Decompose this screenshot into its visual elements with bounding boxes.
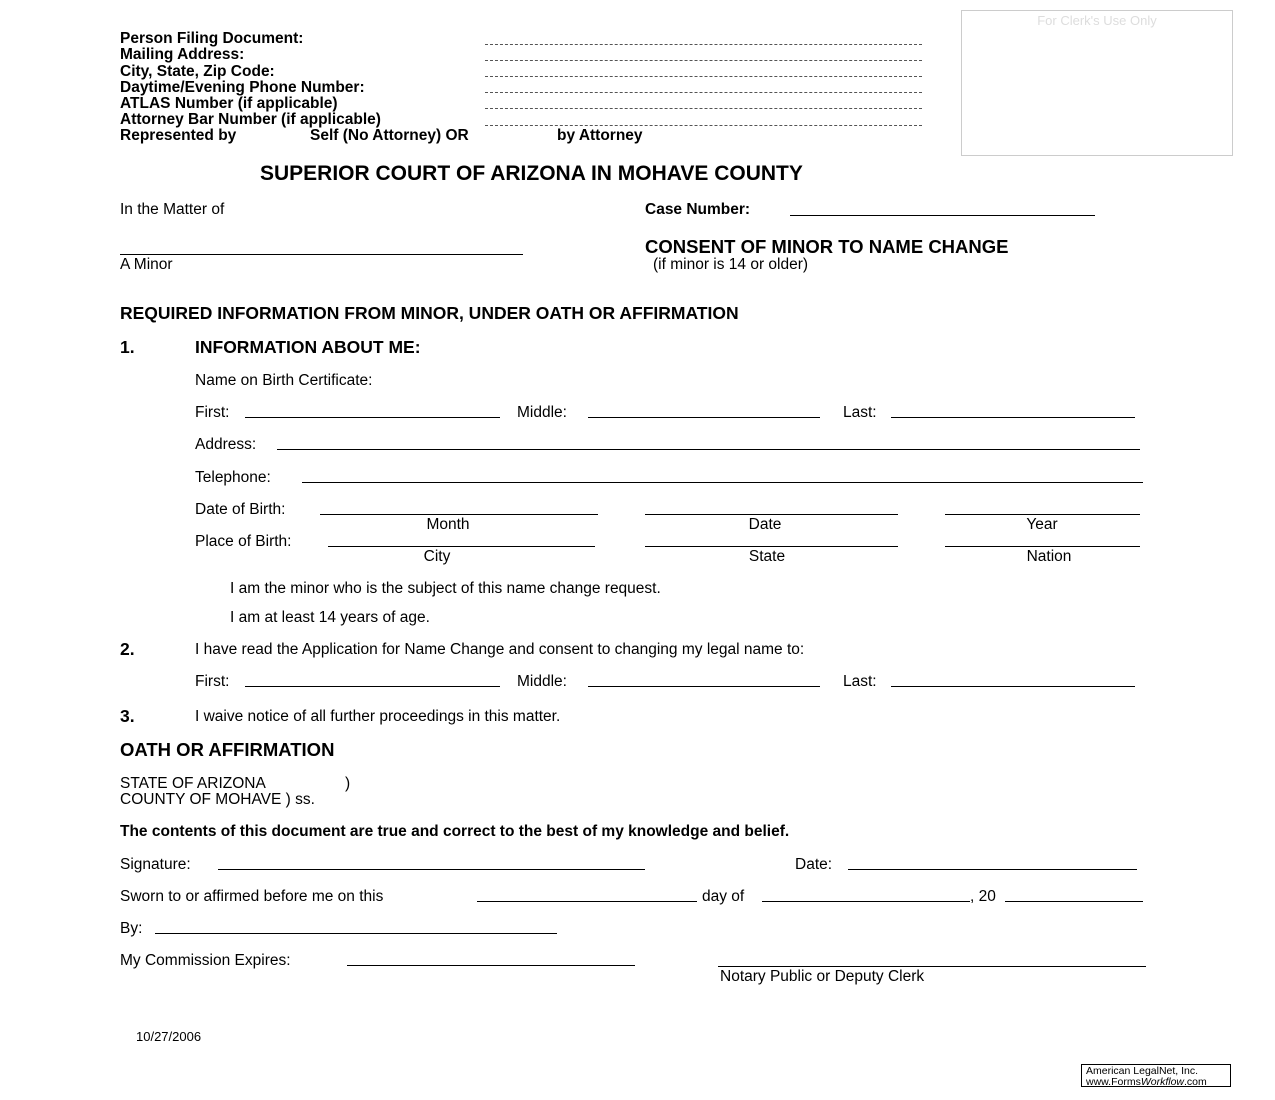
birth-first-label: First: [195, 404, 230, 421]
clerk-use-label: For Clerk's Use Only [1037, 13, 1157, 28]
person-filing-field[interactable] [485, 44, 922, 45]
pob-label: Place of Birth: [195, 533, 292, 550]
phone-label: Daytime/Evening Phone Number: [120, 79, 365, 96]
section-1-heading: INFORMATION ABOUT ME: [195, 337, 421, 357]
pob-city-field[interactable] [328, 546, 595, 547]
dob-date-label: Date [748, 516, 782, 533]
sworn-label: Sworn to or affirmed before me on this [120, 888, 384, 905]
pob-nation-label: Nation [1026, 548, 1072, 565]
statement-subject-minor: I am the minor who is the subject of this name change request. [230, 580, 661, 597]
atlas-field[interactable] [485, 108, 922, 109]
a-minor-label: A Minor [120, 256, 173, 273]
minor-name-field[interactable] [120, 254, 523, 255]
case-number-label: Case Number: [645, 201, 751, 218]
atlas-label: ATLAS Number (if applicable) [120, 95, 338, 112]
commission-label: My Commission Expires: [120, 952, 291, 969]
pob-nation-field[interactable] [945, 546, 1140, 547]
section-3-number: 3. [120, 706, 135, 726]
attorney-option[interactable]: by Attorney [557, 127, 643, 144]
notary-signature-field[interactable] [718, 966, 1146, 967]
address-label: Address: [195, 436, 257, 453]
by-field[interactable] [155, 933, 557, 934]
day-of-label: day of [702, 888, 745, 905]
city-state-zip-label: City, State, Zip Code: [120, 63, 275, 80]
oath-heading: OATH OR AFFIRMATION [120, 739, 335, 760]
name-on-birth-label: Name on Birth Certificate: [195, 372, 373, 389]
section-2-number: 2. [120, 639, 135, 659]
vendor-url-suffix: .com [1184, 1076, 1207, 1088]
represented-by-label: Represented by [120, 127, 237, 144]
new-first-label: First: [195, 673, 230, 690]
new-last-field[interactable] [891, 686, 1135, 687]
pob-state-label: State [748, 548, 786, 565]
section-2-text: I have read the Application for Name Change and consent to changing my legal name to: [195, 641, 805, 658]
vendor-url-italic: Workflow [1140, 1076, 1185, 1088]
dob-label: Date of Birth: [195, 501, 286, 518]
birth-middle-label: Middle: [517, 404, 567, 421]
birth-last-label: Last: [843, 404, 877, 421]
bar-number-label: Attorney Bar Number (if applicable) [120, 111, 381, 128]
telephone-label: Telephone: [195, 469, 271, 486]
state-paren: ) [345, 775, 351, 792]
phone-field[interactable] [485, 92, 922, 93]
person-filing-label: Person Filing Document: [120, 30, 304, 47]
by-label: By: [120, 920, 143, 937]
signature-label: Signature: [120, 856, 191, 873]
date-label: Date: [795, 856, 833, 873]
in-matter-of-label: In the Matter of [120, 201, 225, 218]
new-middle-label: Middle: [517, 673, 567, 690]
address-field[interactable] [277, 449, 1140, 450]
new-first-field[interactable] [245, 686, 500, 687]
signature-field[interactable] [218, 869, 645, 870]
document-title: CONSENT OF MINOR TO NAME CHANGE [645, 236, 1009, 257]
required-info-heading: REQUIRED INFORMATION FROM MINOR, UNDER OATH OR AFFIRMATION [120, 303, 739, 323]
year-prefix: , 20 [970, 888, 996, 905]
statement-age: I am at least 14 years of age. [230, 609, 430, 626]
state-label: STATE OF ARIZONA [120, 775, 266, 792]
bar-number-field[interactable] [485, 125, 922, 126]
pob-city-label: City [423, 548, 451, 565]
case-number-field[interactable] [790, 215, 1095, 216]
date-field[interactable] [848, 869, 1137, 870]
vendor-url-prefix: www.Forms [1086, 1076, 1141, 1088]
vendor-name: American LegalNet, Inc. [1086, 1065, 1199, 1077]
dob-year-label: Year [1026, 516, 1058, 533]
new-middle-field[interactable] [588, 686, 820, 687]
dob-year-field[interactable] [945, 514, 1140, 515]
commission-field[interactable] [347, 965, 635, 966]
section-3-text: I waive notice of all further proceedings in this matter. [195, 708, 561, 725]
county-label: COUNTY OF MOHAVE ) ss. [120, 791, 315, 808]
telephone-field[interactable] [302, 482, 1143, 483]
new-last-label: Last: [843, 673, 877, 690]
vendor-url [1086, 1077, 1226, 1088]
clerk-use-box [961, 10, 1233, 156]
sworn-year-field[interactable] [1005, 901, 1143, 902]
dob-date-field[interactable] [645, 514, 898, 515]
section-1-number: 1. [120, 337, 135, 357]
document-subtitle: (if minor is 14 or older) [653, 256, 809, 273]
birth-first-field[interactable] [245, 417, 500, 418]
sworn-month-field[interactable] [762, 901, 970, 902]
mailing-address-label: Mailing Address: [120, 46, 245, 63]
mailing-address-field[interactable] [485, 60, 922, 61]
dob-month-field[interactable] [320, 514, 598, 515]
dob-month-label: Month [426, 516, 470, 533]
truth-statement: The contents of this document are true and correct to the best of my knowledge and belief. [120, 823, 790, 840]
sworn-day-field[interactable] [477, 901, 697, 902]
pob-state-field[interactable] [645, 546, 898, 547]
birth-middle-field[interactable] [588, 417, 820, 418]
form-date: 10/27/2006 [136, 1029, 202, 1044]
self-option[interactable]: Self (No Attorney) OR [310, 127, 469, 144]
court-title: SUPERIOR COURT OF ARIZONA IN MOHAVE COUNTY [260, 162, 803, 185]
vendor-box [1081, 1064, 1231, 1087]
city-state-zip-field[interactable] [485, 76, 922, 77]
notary-label: Notary Public or Deputy Clerk [720, 968, 925, 985]
birth-last-field[interactable] [891, 417, 1135, 418]
